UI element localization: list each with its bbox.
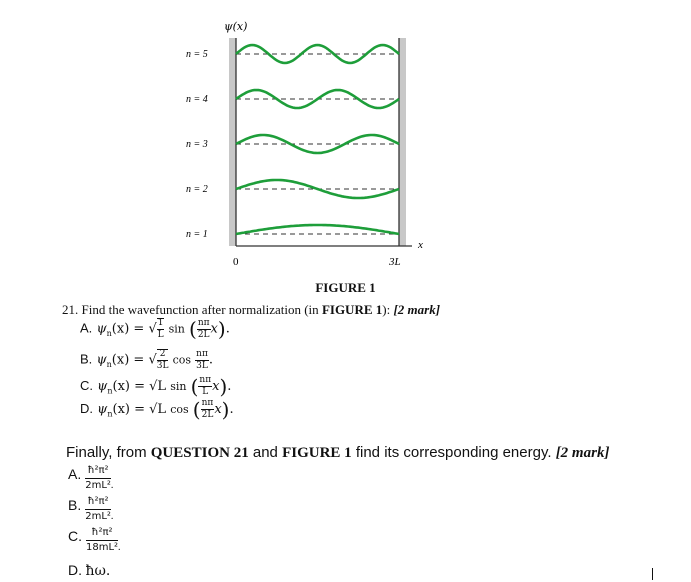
q21-marks: [2 mark] xyxy=(393,302,441,317)
q21-option-b[interactable] xyxy=(80,349,213,371)
level-label-n2: n = 2 xyxy=(186,184,208,195)
psi-symbol: ψ xyxy=(96,352,107,368)
wavefunction-figure xyxy=(0,0,691,290)
level-label-n3: n = 3 xyxy=(186,139,208,150)
q22-option-d[interactable] xyxy=(68,562,110,580)
q22-marks: [2 mark] xyxy=(555,445,610,461)
option-letter: D. xyxy=(68,562,82,578)
question-21-stem xyxy=(62,302,440,318)
figure-caption: FIGURE 1 xyxy=(315,280,376,295)
text-cursor xyxy=(652,568,653,580)
q22-text-mid: and xyxy=(252,444,278,461)
end: . xyxy=(118,542,121,553)
arg: (x) = xyxy=(111,321,145,337)
end-label: 3L xyxy=(389,256,401,268)
end: . xyxy=(227,379,232,394)
coef-num: 1 xyxy=(157,318,164,328)
arg-den: 2L xyxy=(197,329,210,340)
subscript: n xyxy=(107,409,113,419)
end: . xyxy=(208,352,214,368)
q21-text-after: ): xyxy=(382,302,391,317)
q21-option-c[interactable]: C. $\psi_n(x) = √L$ sin ( $\frac{n\pi}{L}$ x). xyxy=(80,374,232,399)
option-letter: B. xyxy=(68,497,82,513)
var: x xyxy=(214,402,222,417)
energy-den: 2mL² xyxy=(85,480,111,491)
left-wall xyxy=(229,38,236,246)
level-label-n5: n = 5 xyxy=(186,49,208,60)
right-wall xyxy=(399,38,406,246)
psi-symbol: ψ xyxy=(97,402,108,417)
psi-symbol: ψ xyxy=(97,379,108,394)
arg-den: 2L xyxy=(201,410,214,420)
origin-label: 0 xyxy=(233,256,239,268)
q21-text: Find the wavefunction after normalization (in xyxy=(81,302,319,317)
sqrt-coef: √ $\frac{2}{3L}$ xyxy=(148,349,169,371)
arg-den: L xyxy=(202,387,209,397)
coef-num: 2 xyxy=(157,350,169,361)
arg-num: nπ xyxy=(201,398,214,408)
q21-figure-ref: FIGURE 1 xyxy=(321,302,383,317)
option-letter: A. xyxy=(68,466,82,482)
arg: (x) = xyxy=(112,379,145,394)
energy-num: ħ²π² xyxy=(85,466,111,479)
arg-num: nπ xyxy=(197,317,210,328)
q22-option-b[interactable] xyxy=(68,497,113,524)
q21-option-a[interactable]: A. $\psi_n(x)$ = √ $\frac{1}{L}$ sin ( $\frac{n\pi}{2L}$ x). xyxy=(80,317,230,341)
energy-num: ħ²π² xyxy=(85,497,111,510)
option-letter: D. xyxy=(80,401,93,416)
energy-text: ħω. xyxy=(85,563,111,579)
func: cos xyxy=(170,403,189,416)
subscript: n xyxy=(106,360,112,370)
subscript: n xyxy=(106,329,112,339)
var: x xyxy=(212,379,220,394)
q22-option-a[interactable] xyxy=(68,466,113,493)
psi-axis-label: ψ(x) xyxy=(224,20,248,33)
x-axis-label: x xyxy=(418,239,423,251)
func: sin xyxy=(168,322,185,336)
arg: (x) = xyxy=(112,402,145,417)
question-22-stem xyxy=(66,444,609,462)
end: . xyxy=(229,402,234,417)
subscript: n xyxy=(107,386,113,396)
psi-symbol: ψ xyxy=(96,321,107,337)
sqrt-coef: √L xyxy=(149,402,167,417)
option-letter: C. xyxy=(68,528,82,544)
q22-figure-ref: FIGURE 1 xyxy=(282,445,352,461)
energy-den: 2mL² xyxy=(85,511,111,522)
energy-levels xyxy=(186,45,399,240)
q22-text-end: find its corresponding energy. xyxy=(355,444,552,461)
arg: (x) = xyxy=(111,352,145,368)
end: . xyxy=(110,480,114,491)
q22-option-c[interactable] xyxy=(68,528,121,555)
energy-num: ħ²π² xyxy=(86,528,118,541)
arg-num: nπ xyxy=(196,348,208,359)
q22-question-ref: QUESTION 21 xyxy=(150,445,249,461)
q21-option-d[interactable]: D. $\psi_n(x) = √L$ cos ( $\frac{n\pi}{2L}$ x). xyxy=(80,397,234,422)
q22-text-start: Finally, from xyxy=(66,444,147,461)
sqrt-coef: √L xyxy=(149,379,167,394)
arg-num: nπ xyxy=(199,375,212,385)
level-label-n4: n = 4 xyxy=(186,94,208,105)
func: sin xyxy=(170,380,187,393)
coef-den: L xyxy=(157,330,164,340)
q21-number: 21. xyxy=(62,302,79,317)
energy-den: 18mL² xyxy=(86,542,119,553)
option-letter: A. xyxy=(80,320,93,336)
option-letter: C. xyxy=(80,378,93,393)
sqrt-coef: √ $\frac{1}{L}$ xyxy=(148,318,164,340)
func: cos xyxy=(172,353,192,367)
var: x xyxy=(210,321,218,337)
coef-den: 3L xyxy=(156,361,169,371)
end: . xyxy=(110,511,114,522)
end: . xyxy=(225,321,230,337)
option-letter: B. xyxy=(80,351,93,367)
wave-n1 xyxy=(236,225,399,234)
level-label-n1: n = 1 xyxy=(186,229,208,240)
arg-den: 3L xyxy=(196,360,208,371)
